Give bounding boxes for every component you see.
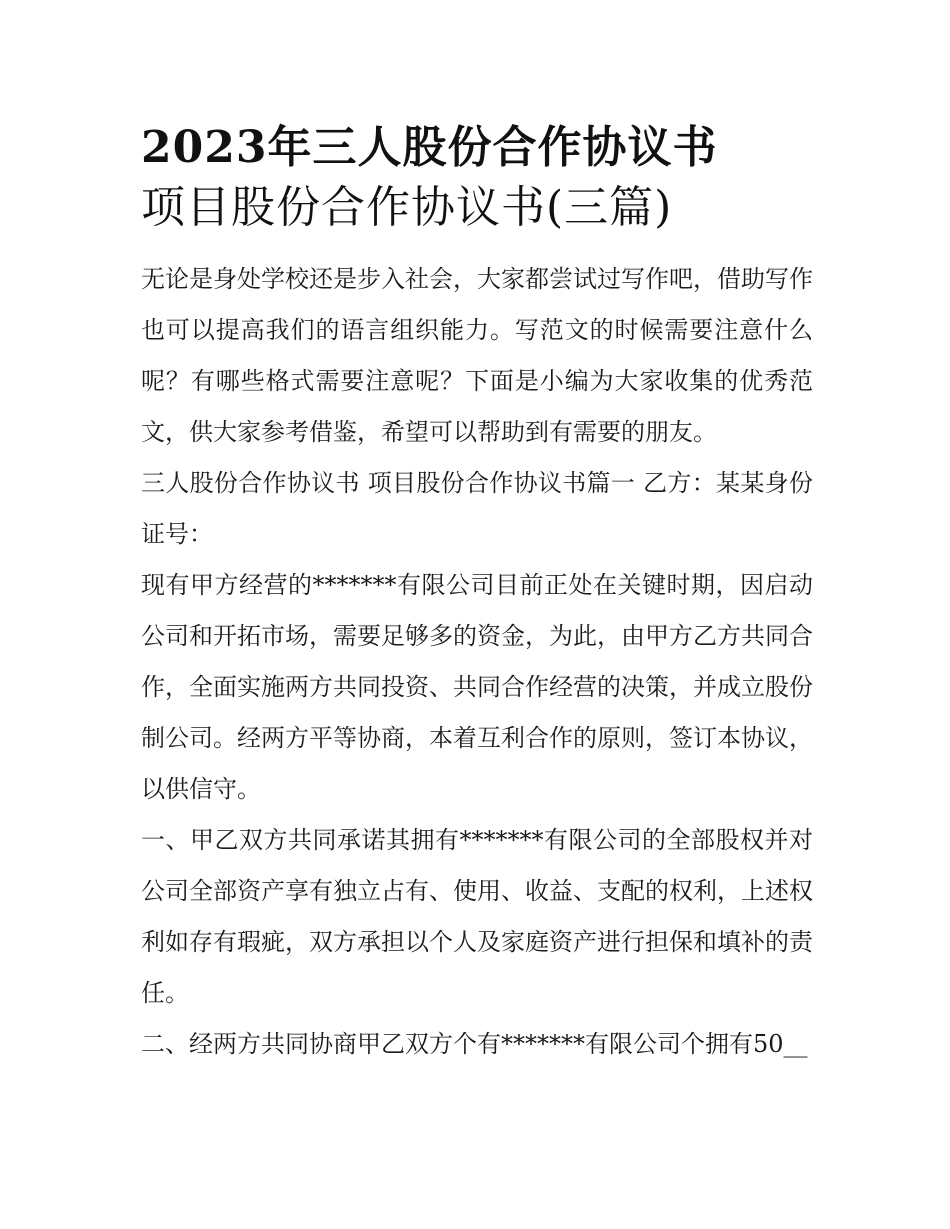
title-line-2: 项目股份合作协议书(三篇) — [141, 182, 673, 233]
paragraph-clause-2: 二、经两方共同协商甲乙双方个有*******有限公司个拥有50__ — [141, 1030, 808, 1058]
document-title — [141, 118, 813, 238]
paragraph-clause-1: 一、甲乙双方共同承诺其拥有*******有限公司的全部股权并对公司全部资产享有独立占有、使用、收益、支配的权利，上述权利如存有瑕疵，双方承担以个人及家庭资产进行担保和填补的责任。 — [141, 826, 813, 1007]
document-body — [141, 118, 813, 1070]
paragraph-party-info: 三人股份合作协议书 项目股份合作协议书篇一 乙方：某某身份证号： — [141, 469, 813, 548]
paragraph-intro: 无论是身处学校还是步入社会，大家都尝试过写作吧，借助写作也可以提高我们的语言组织能力。写范文的时候需要注意什么呢？有哪些格式需要注意呢？下面是小编为大家收集的优秀范文，供大家参考借鉴，希望可以帮助到有需要的朋友。 — [141, 265, 813, 446]
title-line-1: 2023年三人股份合作协议书 — [141, 122, 718, 173]
paragraph-background: 现有甲方经营的*******有限公司目前正处在关键时期，因启动公司和开拓市场，需要足够多的资金，为此，由甲方乙方共同合作，全面实施两方共同投资、共同合作经营的决策，并成立股份制公司。经两方平等协商，本着互利合作的原则，签订本协议，以供信守。 — [141, 571, 813, 803]
